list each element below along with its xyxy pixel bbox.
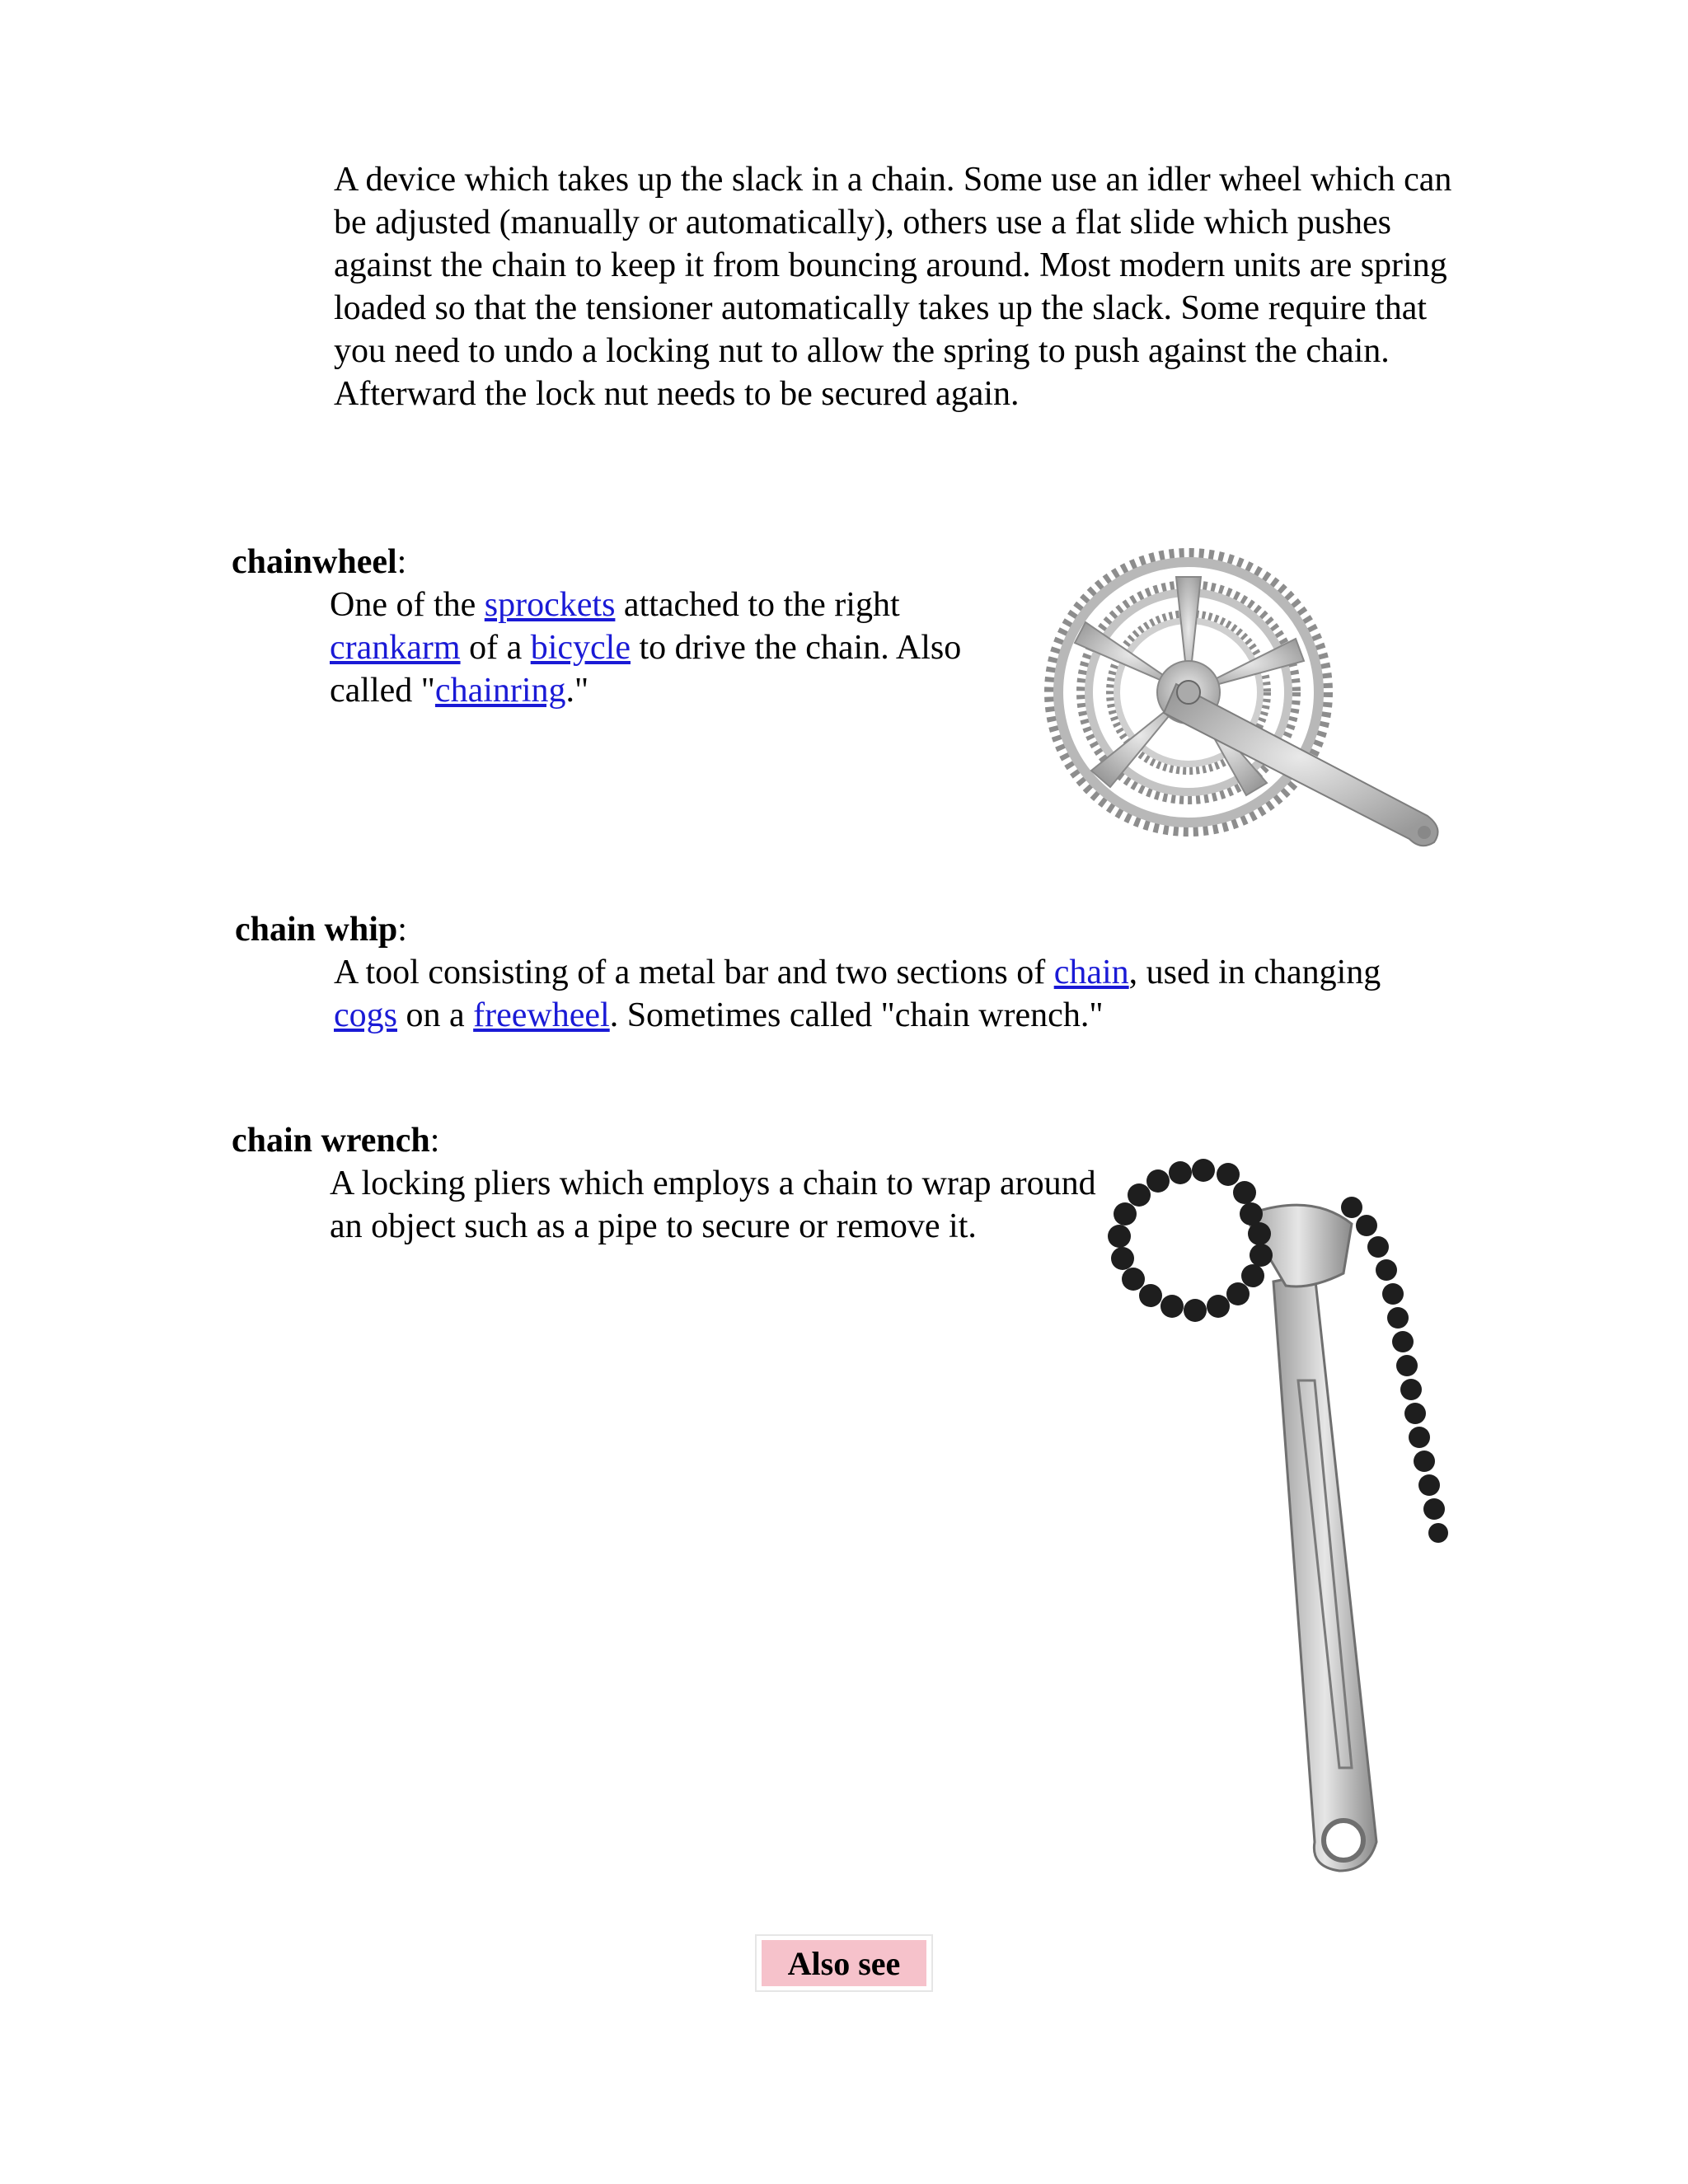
definition-text: attached to the right bbox=[615, 586, 900, 624]
also-see-label-box[interactable] bbox=[762, 1940, 926, 1986]
definition-text: A tool consisting of a metal bar and two sections of bbox=[334, 954, 1054, 991]
definition-text: . Sometimes called "chain wrench." bbox=[609, 996, 1104, 1034]
chainwheel-image bbox=[1040, 544, 1452, 853]
definition-text: A device which takes up the slack in a chain. Some use an idler wheel which can be adjusted (manually or automatically), others use a flat slide which pushes against the chain to keep it from bouncing around. Most modern units are spring loaded so that the tensioner automatically takes up the slack. Some require that you need to undo a locking nut to allow the spring to push against the chain. Afterward the lock nut needs to be secured again. bbox=[334, 161, 1452, 413]
term-label: chainwheel bbox=[232, 543, 397, 581]
also-see-label: Also see bbox=[787, 1944, 901, 1982]
term-chainwheel bbox=[232, 541, 406, 583]
term-colon: : bbox=[397, 911, 407, 949]
definition-text: to drive the chain. Also called " bbox=[330, 629, 962, 710]
definition-text: , used in changing bbox=[1128, 954, 1381, 991]
link-crankarm[interactable]: crankarm bbox=[330, 629, 461, 667]
term-chain-wrench bbox=[232, 1119, 439, 1162]
definition-chainwheel bbox=[330, 583, 1039, 712]
link-cogs[interactable]: cogs bbox=[334, 996, 397, 1034]
term-label: chain whip bbox=[235, 911, 398, 949]
definition-text: One of the bbox=[330, 586, 485, 624]
definition-text: of a bbox=[460, 629, 531, 667]
definition-text: A locking pliers which employs a chain to wrap around an object such as a pipe to secure or remove it. bbox=[330, 1165, 1096, 1245]
term-chain-whip bbox=[235, 908, 407, 951]
link-bicycle[interactable]: bicycle bbox=[530, 629, 631, 667]
definition-chain-whip bbox=[334, 951, 1405, 1037]
definition-chain-wrench bbox=[330, 1162, 1121, 1248]
term-colon: : bbox=[429, 1122, 440, 1160]
link-chain[interactable]: chain bbox=[1053, 954, 1129, 991]
link-sprockets[interactable]: sprockets bbox=[484, 586, 616, 624]
link-chainring[interactable]: chainring bbox=[434, 672, 566, 710]
term-label: chain wrench bbox=[232, 1122, 430, 1160]
chain-wrench-image bbox=[1104, 1141, 1459, 1875]
also-see-button[interactable] bbox=[755, 1934, 933, 1992]
link-freewheel[interactable]: freewheel bbox=[473, 996, 610, 1034]
chain-tensioner-definition bbox=[334, 158, 1479, 415]
definition-text: on a bbox=[397, 996, 474, 1034]
definition-text: ." bbox=[565, 672, 589, 710]
term-colon: : bbox=[396, 543, 407, 581]
wrench-handle bbox=[1273, 1273, 1376, 1871]
